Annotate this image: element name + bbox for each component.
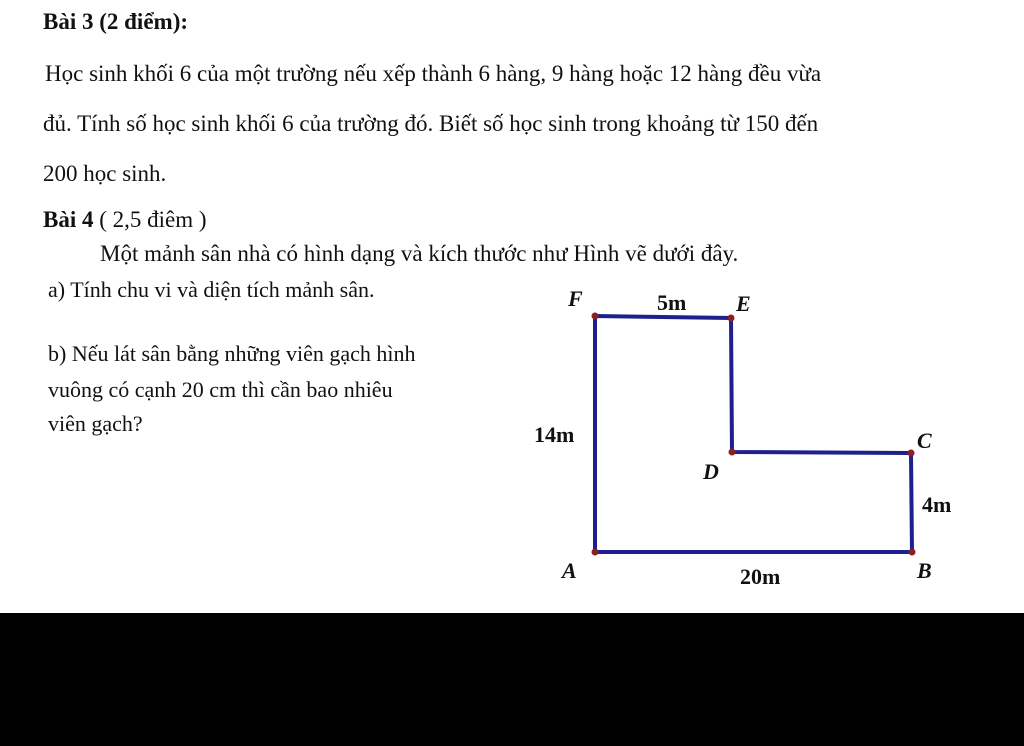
vertex-c xyxy=(908,450,915,457)
label-f: F xyxy=(568,286,583,311)
bai4-part-b-line2: vuông có cạnh 20 cm thì cần bao nhiêu xyxy=(48,377,393,402)
vertex-d xyxy=(729,449,736,456)
label-e: E xyxy=(736,291,751,316)
bai4-intro: Một mảnh sân nhà có hình dạng và kích thước như Hình vẽ dưới đây. xyxy=(100,241,739,266)
bai3-text-line3: 200 học sinh. xyxy=(43,161,167,186)
bai4-title-points: ( 2,5 điêm ) xyxy=(93,207,207,232)
dimension-fe: 5m xyxy=(657,290,687,315)
vertex-b xyxy=(909,549,916,556)
bai3-title: Bài 3 (2 điểm): xyxy=(43,9,189,34)
black-bar xyxy=(0,613,1024,746)
vertex-e xyxy=(728,315,735,322)
bai4-part-b-line3: viên gạch? xyxy=(48,411,143,436)
bai4-title-label: Bài 4 xyxy=(43,207,94,232)
l-shape-figure xyxy=(520,282,980,602)
vertex-f xyxy=(592,313,599,320)
label-c: C xyxy=(917,428,932,453)
bai3-text-line1: Học sinh khối 6 của một trường nếu xếp thành 6 hàng, 9 hàng hoặc 12 hàng đều vừa xyxy=(45,61,822,86)
dimension-cb: 4m xyxy=(922,492,952,517)
bai3-text-line2: đủ. Tính số học sinh khối 6 của trường đó. Biết số học sinh trong khoảng từ 150 đến xyxy=(43,111,819,136)
dimension-ab: 20m xyxy=(740,564,781,589)
label-a: A xyxy=(562,558,577,583)
bai4-title xyxy=(43,206,207,234)
label-d: D xyxy=(703,459,719,484)
figure-outline xyxy=(595,316,912,552)
vertex-a xyxy=(592,549,599,556)
bai4-part-a: a) Tính chu vi và diện tích mảnh sân. xyxy=(48,277,375,302)
bai4-part-b-line1: b) Nếu lát sân bằng những viên gạch hình xyxy=(48,341,416,366)
label-b: B xyxy=(917,558,932,583)
dimension-af: 14m xyxy=(534,422,575,447)
